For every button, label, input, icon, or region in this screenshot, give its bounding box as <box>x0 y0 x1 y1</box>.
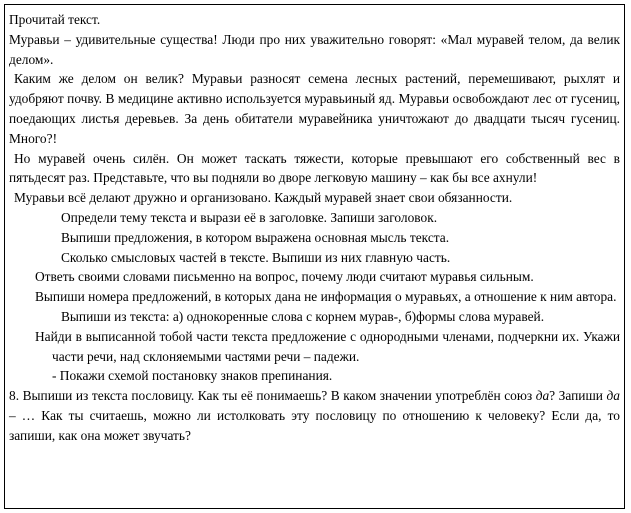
worksheet-frame <box>4 4 625 509</box>
text-paragraph-2: Каким же делом он велик? Муравьи разносят семена лесных растений, перемешивают, рыхлят и удобряют почву. В медицине активно используется муравьиный яд. Муравьи освобождают лес от гусениц, поедающих листья деревьев. За день обитатели муравейника уничтожают до двадцати тысяч гусениц. Много?! <box>9 71 620 146</box>
task-8-lead: 8. Выпиши из текста пословицу. Как ты её понимаешь? В каком значении употреблён союз <box>9 388 536 404</box>
task-8-mid: ? Запиши <box>549 388 607 404</box>
task-item-8 <box>9 386 620 445</box>
text-paragraph-1: Муравьи – удивительные существа! Люди про них уважительно говорят: «Мал муравей телом, да велик делом». <box>9 31 620 67</box>
task-8-word-da: да <box>535 388 550 404</box>
task-8-tail: – … Как ты считаешь, можно ли истолковать эту пословицу по отношению к человеку? Если да, то запиши, как она может звучать? <box>9 407 620 443</box>
task-item-2: Выпиши предложения, в котором выражена основная мысль текста. <box>61 229 450 245</box>
task-item-6: Выпиши из текста: а) однокоренные слова с корнем мурав-, б)формы слова муравей. <box>61 308 545 324</box>
task-8-word-da-2: да <box>606 388 620 404</box>
task-item-7: Найди в выписанной тобой части текста предложение с однородными членами, подчеркни их. Укажи части речи, над склоняемыми частями речи – падежи. <box>35 328 620 364</box>
task-item-3: Сколько смысловых частей в тексте. Выпиши из них главную часть. <box>61 249 451 265</box>
text-paragraph-4: Муравьи всё делают дружно и организовано. Каждый муравей знает свои обязанности. <box>14 190 513 206</box>
task-item-7-note: - Покажи схемой постановку знаков препинания. <box>52 368 333 384</box>
worksheet-heading: Прочитай текст. <box>9 12 101 27</box>
task-item-5: Выпиши номера предложений, в которых дана не информация о муравьях, а отношение к ним автора. <box>35 289 617 305</box>
task-item-4: Ответь своими словами письменно на вопрос, почему люди считают муравья сильным. <box>35 269 534 285</box>
text-paragraph-3: Но муравей очень силён. Он может таскать тяжести, которые превышают его собственный вес в пятьдесят раз. Представьте, что вы подняли во дворе легковую машину – как бы все ахнули! <box>9 150 620 186</box>
task-item-1: Определи тему текста и вырази её в заголовке. Запиши заголовок. <box>61 209 438 225</box>
